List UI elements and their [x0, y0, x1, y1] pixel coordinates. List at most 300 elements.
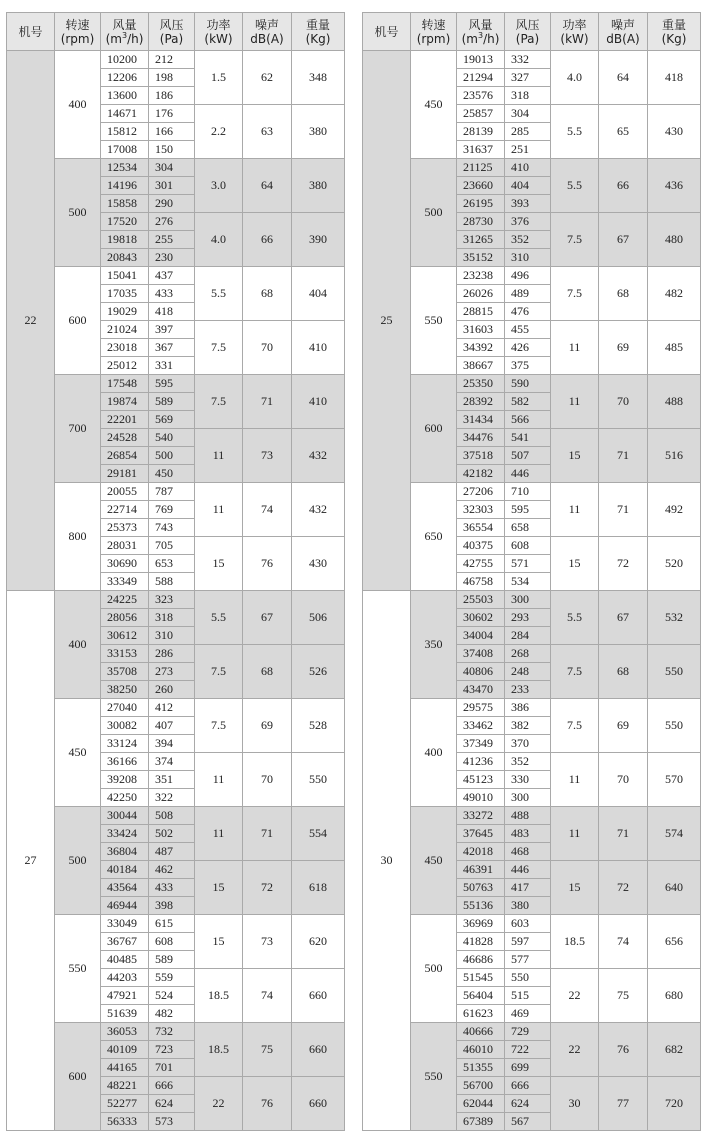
airflow-value: 25350 — [457, 375, 505, 393]
header-power-unit: (kW) — [204, 31, 233, 46]
airflow-value: 12534 — [101, 159, 149, 177]
pressure-value: 323 — [149, 591, 195, 609]
airflow-value: 14196 — [101, 177, 149, 195]
pressure-value: 433 — [149, 285, 195, 303]
table-row — [363, 807, 701, 825]
table-row — [7, 483, 345, 501]
table-row — [363, 915, 701, 933]
pressure-value: 166 — [149, 123, 195, 141]
noise-value: 68 — [243, 267, 292, 321]
airflow-value: 49010 — [457, 789, 505, 807]
header-speed-label: 转速 — [421, 17, 446, 32]
airflow-value: 31637 — [457, 141, 505, 159]
weight-value: 550 — [648, 699, 701, 753]
airflow-value: 35708 — [101, 663, 149, 681]
airflow-value: 19013 — [457, 51, 505, 69]
power-value: 11 — [551, 807, 599, 861]
table-row — [363, 375, 701, 393]
airflow-value: 42250 — [101, 789, 149, 807]
airflow-value: 38667 — [457, 357, 505, 375]
power-value: 4.0 — [195, 213, 243, 267]
pressure-value: 732 — [149, 1023, 195, 1041]
weight-value: 482 — [648, 267, 701, 321]
weight-value: 410 — [292, 375, 345, 429]
pressure-value: 701 — [149, 1059, 195, 1077]
airflow-value: 15858 — [101, 195, 149, 213]
pressure-value: 412 — [149, 699, 195, 717]
model-number: 27 — [7, 591, 55, 1131]
header-noise-unit: dB(A) — [606, 31, 640, 46]
pressure-value: 588 — [149, 573, 195, 591]
speed-rpm: 600 — [55, 1023, 101, 1131]
pressure-value: 367 — [149, 339, 195, 357]
pressure-value: 496 — [505, 267, 551, 285]
pressure-value: 658 — [505, 519, 551, 537]
pressure-value: 398 — [149, 897, 195, 915]
airflow-value: 67389 — [457, 1113, 505, 1131]
airflow-value: 37645 — [457, 825, 505, 843]
speed-rpm: 800 — [55, 483, 101, 591]
airflow-value: 27040 — [101, 699, 149, 717]
pressure-value: 653 — [149, 555, 195, 573]
pressure-value: 597 — [505, 933, 551, 951]
header-flow-label: 风量 — [468, 17, 493, 32]
pressure-value: 446 — [505, 465, 551, 483]
power-value: 22 — [195, 1077, 243, 1131]
airflow-value: 46944 — [101, 897, 149, 915]
airflow-value: 40184 — [101, 861, 149, 879]
header-speed-label: 转速 — [65, 17, 90, 32]
pressure-value: 284 — [505, 627, 551, 645]
power-value: 7.5 — [195, 321, 243, 375]
noise-value: 74 — [243, 483, 292, 537]
power-value: 18.5 — [195, 969, 243, 1023]
pressure-value: 624 — [505, 1095, 551, 1113]
pressure-value: 743 — [149, 519, 195, 537]
noise-value: 72 — [599, 537, 648, 591]
header-flow — [101, 13, 149, 51]
power-value: 5.5 — [551, 591, 599, 645]
fan-spec-table-right — [362, 12, 701, 1131]
noise-value: 73 — [243, 915, 292, 969]
airflow-value: 56700 — [457, 1077, 505, 1095]
power-value: 30 — [551, 1077, 599, 1131]
airflow-value: 40666 — [457, 1023, 505, 1041]
speed-rpm: 450 — [411, 807, 457, 915]
airflow-value: 30082 — [101, 717, 149, 735]
header-pressure-label: 风压 — [159, 17, 184, 32]
airflow-value: 21294 — [457, 69, 505, 87]
pressure-value: 595 — [149, 375, 195, 393]
airflow-value: 55136 — [457, 897, 505, 915]
airflow-value: 37408 — [457, 645, 505, 663]
header-noise — [243, 13, 292, 51]
header-pressure-label: 风压 — [515, 17, 540, 32]
table-header — [7, 13, 345, 51]
noise-value: 70 — [243, 753, 292, 807]
airflow-value: 51355 — [457, 1059, 505, 1077]
flow-unit-post: /h) — [127, 31, 144, 46]
weight-value: 430 — [648, 105, 701, 159]
header-weight — [292, 13, 345, 51]
airflow-value: 29181 — [101, 465, 149, 483]
airflow-value: 61623 — [457, 1005, 505, 1023]
airflow-value: 19029 — [101, 303, 149, 321]
pressure-value: 410 — [505, 159, 551, 177]
pressure-value: 260 — [149, 681, 195, 699]
airflow-value: 30602 — [457, 609, 505, 627]
airflow-value: 36969 — [457, 915, 505, 933]
power-value: 7.5 — [195, 375, 243, 429]
airflow-value: 20843 — [101, 249, 149, 267]
airflow-value: 42755 — [457, 555, 505, 573]
pressure-value: 318 — [149, 609, 195, 627]
power-value: 5.5 — [195, 591, 243, 645]
airflow-value: 17520 — [101, 213, 149, 231]
airflow-value: 21125 — [457, 159, 505, 177]
flow-unit-sup: 3 — [477, 30, 484, 40]
weight-value: 574 — [648, 807, 701, 861]
speed-rpm: 400 — [55, 591, 101, 699]
pressure-value: 483 — [505, 825, 551, 843]
pressure-value: 380 — [505, 897, 551, 915]
power-value: 7.5 — [551, 699, 599, 753]
airflow-value: 23576 — [457, 87, 505, 105]
header-power — [195, 13, 243, 51]
weight-value: 380 — [292, 105, 345, 159]
header-pressure-unit: (Pa) — [159, 31, 184, 46]
header-speed — [411, 13, 457, 51]
airflow-value: 22201 — [101, 411, 149, 429]
weight-value: 418 — [648, 51, 701, 105]
speed-rpm: 450 — [411, 51, 457, 159]
speed-rpm: 500 — [411, 159, 457, 267]
weight-value: 618 — [292, 861, 345, 915]
pressure-value: 488 — [505, 807, 551, 825]
pressure-value: 524 — [149, 987, 195, 1005]
airflow-value: 10200 — [101, 51, 149, 69]
airflow-value: 39208 — [101, 771, 149, 789]
header-speed-unit: (rpm) — [60, 31, 95, 46]
power-value: 11 — [195, 483, 243, 537]
power-value: 2.2 — [195, 105, 243, 159]
power-value: 15 — [195, 861, 243, 915]
pressure-value: 507 — [505, 447, 551, 465]
airflow-value: 23018 — [101, 339, 149, 357]
header-weight-unit: (Kg) — [661, 31, 687, 46]
pressure-value: 569 — [149, 411, 195, 429]
pressure-value: 212 — [149, 51, 195, 69]
pressure-value: 608 — [149, 933, 195, 951]
noise-value: 71 — [599, 807, 648, 861]
airflow-value: 31265 — [457, 231, 505, 249]
header-weight — [648, 13, 701, 51]
airflow-value: 33272 — [457, 807, 505, 825]
noise-value: 66 — [599, 159, 648, 213]
airflow-value: 42182 — [457, 465, 505, 483]
power-value: 7.5 — [195, 699, 243, 753]
table-row — [7, 51, 345, 69]
pressure-value: 699 — [505, 1059, 551, 1077]
pressure-value: 248 — [505, 663, 551, 681]
weight-value: 404 — [292, 267, 345, 321]
pressure-value: 723 — [149, 1041, 195, 1059]
airflow-value: 28139 — [457, 123, 505, 141]
power-value: 11 — [551, 321, 599, 375]
power-value: 15 — [195, 537, 243, 591]
pressure-value: 468 — [505, 843, 551, 861]
pressure-value: 571 — [505, 555, 551, 573]
weight-value: 660 — [292, 1077, 345, 1131]
airflow-value: 12206 — [101, 69, 149, 87]
airflow-value: 44165 — [101, 1059, 149, 1077]
pressure-value: 304 — [505, 105, 551, 123]
airflow-value: 26195 — [457, 195, 505, 213]
flow-unit — [101, 32, 148, 46]
airflow-value: 28815 — [457, 303, 505, 321]
pressure-value: 176 — [149, 105, 195, 123]
airflow-value: 33049 — [101, 915, 149, 933]
pressure-value: 374 — [149, 753, 195, 771]
weight-value: 485 — [648, 321, 701, 375]
pressure-value: 327 — [505, 69, 551, 87]
pressure-value: 290 — [149, 195, 195, 213]
pressure-value: 293 — [505, 609, 551, 627]
airflow-value: 38250 — [101, 681, 149, 699]
pressure-value: 286 — [149, 645, 195, 663]
table-row — [7, 699, 345, 717]
airflow-value: 23238 — [457, 267, 505, 285]
pressure-value: 541 — [505, 429, 551, 447]
airflow-value: 31603 — [457, 321, 505, 339]
table-row — [363, 699, 701, 717]
header-noise — [599, 13, 648, 51]
airflow-value: 36166 — [101, 753, 149, 771]
table-row — [363, 51, 701, 69]
pressure-value: 332 — [505, 51, 551, 69]
weight-value: 526 — [292, 645, 345, 699]
power-value: 11 — [195, 807, 243, 861]
pressure-value: 722 — [505, 1041, 551, 1059]
weight-value: 410 — [292, 321, 345, 375]
pressure-value: 582 — [505, 393, 551, 411]
airflow-value: 36053 — [101, 1023, 149, 1041]
table-header — [363, 13, 701, 51]
pressure-value: 540 — [149, 429, 195, 447]
weight-value: 680 — [648, 969, 701, 1023]
airflow-value: 31434 — [457, 411, 505, 429]
table-body — [363, 51, 701, 1131]
table-row — [363, 483, 701, 501]
pressure-value: 330 — [505, 771, 551, 789]
table-row — [7, 159, 345, 177]
airflow-value: 41236 — [457, 753, 505, 771]
weight-value: 430 — [292, 537, 345, 591]
airflow-value: 19874 — [101, 393, 149, 411]
airflow-value: 23660 — [457, 177, 505, 195]
pressure-value: 233 — [505, 681, 551, 699]
pressure-value: 624 — [149, 1095, 195, 1113]
header-speed — [55, 13, 101, 51]
noise-value: 71 — [599, 429, 648, 483]
table-row — [7, 807, 345, 825]
pressure-value: 487 — [149, 843, 195, 861]
airflow-value: 47921 — [101, 987, 149, 1005]
pressure-value: 666 — [505, 1077, 551, 1095]
weight-value: 432 — [292, 483, 345, 537]
noise-value: 73 — [243, 429, 292, 483]
airflow-value: 46686 — [457, 951, 505, 969]
noise-value: 69 — [243, 699, 292, 753]
speed-rpm: 550 — [55, 915, 101, 1023]
noise-value: 67 — [243, 591, 292, 645]
pressure-value: 285 — [505, 123, 551, 141]
airflow-value: 28056 — [101, 609, 149, 627]
airflow-value: 33424 — [101, 825, 149, 843]
noise-value: 64 — [243, 159, 292, 213]
speed-rpm: 400 — [55, 51, 101, 159]
airflow-value: 56333 — [101, 1113, 149, 1131]
table-row — [363, 591, 701, 609]
airflow-value: 17548 — [101, 375, 149, 393]
header-weight-label: 重量 — [661, 17, 686, 32]
pressure-value: 476 — [505, 303, 551, 321]
airflow-value: 40109 — [101, 1041, 149, 1059]
speed-rpm: 450 — [55, 699, 101, 807]
airflow-value: 26854 — [101, 447, 149, 465]
speed-rpm: 650 — [411, 483, 457, 591]
flow-unit — [457, 32, 504, 46]
pressure-value: 462 — [149, 861, 195, 879]
weight-value: 480 — [648, 213, 701, 267]
airflow-value: 22714 — [101, 501, 149, 519]
pressure-value: 589 — [149, 951, 195, 969]
noise-value: 67 — [599, 591, 648, 645]
table-row — [7, 915, 345, 933]
weight-value: 436 — [648, 159, 701, 213]
noise-value: 75 — [243, 1023, 292, 1077]
airflow-value: 13600 — [101, 87, 149, 105]
airflow-value: 36767 — [101, 933, 149, 951]
flow-unit-pre: (m — [105, 31, 122, 46]
noise-value: 74 — [243, 969, 292, 1023]
noise-value: 68 — [599, 645, 648, 699]
airflow-value: 46010 — [457, 1041, 505, 1059]
pressure-value: 566 — [505, 411, 551, 429]
power-value: 18.5 — [551, 915, 599, 969]
header-weight-unit: (Kg) — [305, 31, 331, 46]
pressure-value: 331 — [149, 357, 195, 375]
pressure-value: 404 — [505, 177, 551, 195]
power-value: 15 — [551, 429, 599, 483]
pressure-value: 489 — [505, 285, 551, 303]
airflow-value: 30690 — [101, 555, 149, 573]
table-row — [7, 1023, 345, 1041]
power-value: 5.5 — [551, 105, 599, 159]
weight-value: 682 — [648, 1023, 701, 1077]
power-value: 15 — [551, 861, 599, 915]
flow-unit-pre: (m — [461, 31, 478, 46]
pressure-value: 382 — [505, 717, 551, 735]
pressure-value: 608 — [505, 537, 551, 555]
airflow-value: 19818 — [101, 231, 149, 249]
power-value: 15 — [195, 915, 243, 969]
airflow-value: 40375 — [457, 537, 505, 555]
pressure-value: 304 — [149, 159, 195, 177]
pressure-value: 301 — [149, 177, 195, 195]
pressure-value: 469 — [505, 1005, 551, 1023]
airflow-value: 40806 — [457, 663, 505, 681]
airflow-value: 50763 — [457, 879, 505, 897]
header-power-label: 功率 — [562, 17, 587, 32]
airflow-value: 33349 — [101, 573, 149, 591]
airflow-value: 25373 — [101, 519, 149, 537]
weight-value: 492 — [648, 483, 701, 537]
pressure-value: 300 — [505, 591, 551, 609]
weight-value: 550 — [648, 645, 701, 699]
airflow-value: 33124 — [101, 735, 149, 753]
weight-value: 432 — [292, 429, 345, 483]
pressure-value: 186 — [149, 87, 195, 105]
table-row — [363, 159, 701, 177]
airflow-value: 25503 — [457, 591, 505, 609]
airflow-value: 27206 — [457, 483, 505, 501]
power-value: 4.0 — [551, 51, 599, 105]
airflow-value: 51639 — [101, 1005, 149, 1023]
pressure-value: 437 — [149, 267, 195, 285]
pressure-value: 433 — [149, 879, 195, 897]
pressure-value: 455 — [505, 321, 551, 339]
airflow-value: 28392 — [457, 393, 505, 411]
pressure-value: 310 — [149, 627, 195, 645]
pressure-value: 417 — [505, 879, 551, 897]
speed-rpm: 400 — [411, 699, 457, 807]
power-value: 7.5 — [551, 267, 599, 321]
airflow-value: 14671 — [101, 105, 149, 123]
weight-value: 528 — [292, 699, 345, 753]
flow-unit-sup: 3 — [121, 30, 128, 40]
power-value: 11 — [551, 483, 599, 537]
airflow-value: 24225 — [101, 591, 149, 609]
noise-value: 71 — [243, 807, 292, 861]
power-value: 18.5 — [195, 1023, 243, 1077]
power-value: 3.0 — [195, 159, 243, 213]
pressure-value: 276 — [149, 213, 195, 231]
airflow-value: 28730 — [457, 213, 505, 231]
pressure-value: 394 — [149, 735, 195, 753]
pressure-value: 502 — [149, 825, 195, 843]
airflow-value: 45123 — [457, 771, 505, 789]
pressure-value: 273 — [149, 663, 195, 681]
noise-value: 64 — [599, 51, 648, 105]
noise-value: 70 — [243, 321, 292, 375]
header-power-label: 功率 — [206, 17, 231, 32]
pressure-value: 769 — [149, 501, 195, 519]
noise-value: 75 — [599, 969, 648, 1023]
power-value: 1.5 — [195, 51, 243, 105]
noise-value: 70 — [599, 375, 648, 429]
speed-rpm: 500 — [411, 915, 457, 1023]
power-value: 22 — [551, 969, 599, 1023]
pressure-value: 729 — [505, 1023, 551, 1041]
pressure-value: 787 — [149, 483, 195, 501]
speed-rpm: 350 — [411, 591, 457, 699]
weight-value: 720 — [648, 1077, 701, 1131]
noise-value: 68 — [599, 267, 648, 321]
pressure-value: 577 — [505, 951, 551, 969]
noise-value: 69 — [599, 699, 648, 753]
header-pressure-unit: (Pa) — [515, 31, 540, 46]
